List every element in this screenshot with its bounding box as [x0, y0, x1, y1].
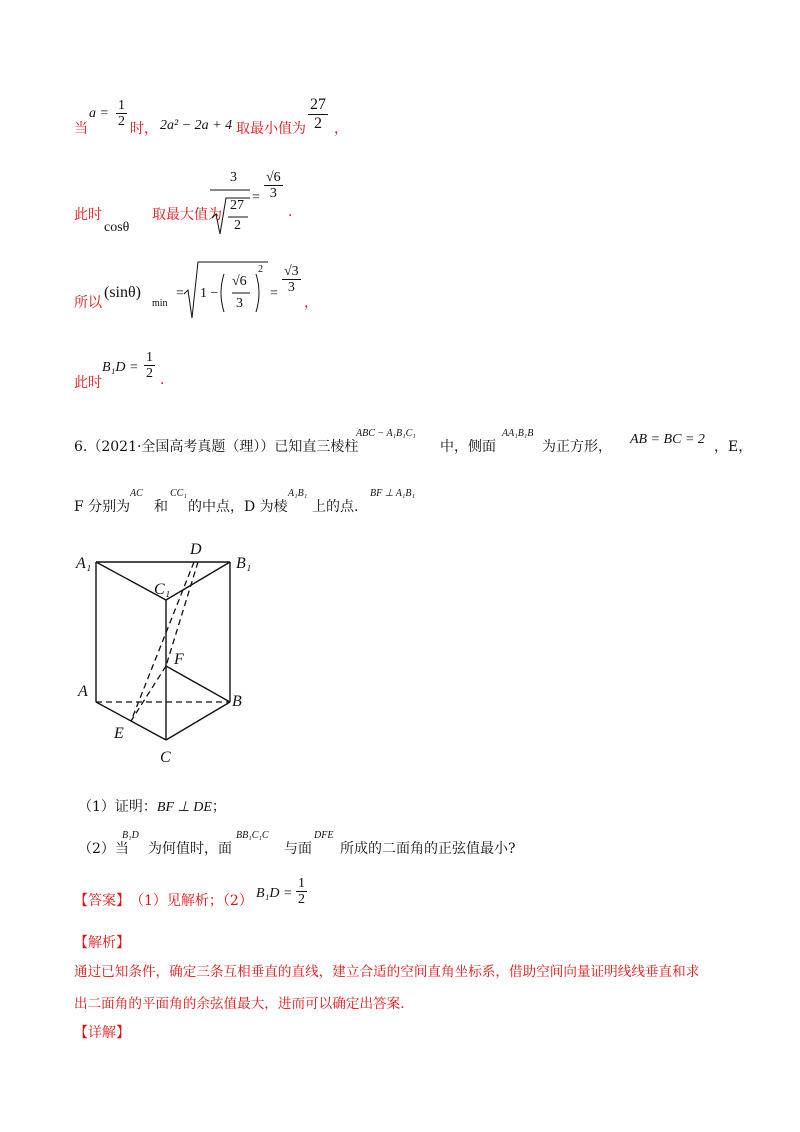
answer-label: 【答案】: [74, 893, 130, 909]
l3-eq: =: [176, 286, 184, 301]
label-b1: B₁: [236, 555, 252, 572]
prism-figure: [70, 536, 270, 776]
l1-expr: 2a² − 2a + 4: [160, 118, 233, 133]
label-d: D: [190, 541, 202, 558]
answer-text: （1）见解析；（2）: [130, 893, 253, 909]
l1-mid: 时，: [130, 121, 158, 137]
l3-res-num: √3: [284, 264, 299, 279]
l2-res-den: 3: [269, 186, 277, 202]
l3-one-minus: 1 −: [200, 286, 219, 301]
ac-seg: AC: [130, 488, 143, 499]
l2-prefix: 此时: [74, 207, 102, 223]
ab-eq: AB = BC = 2: [630, 432, 705, 447]
label-a: A: [78, 683, 88, 700]
l4-b1d: B₁D =: [102, 360, 139, 375]
answer-frac: [296, 876, 307, 908]
q2-dfe: DFE: [314, 830, 334, 841]
l2-inner-num: 27: [230, 198, 244, 213]
l3-radical: [180, 258, 270, 322]
l3-in-den: 3: [236, 296, 243, 311]
prism-name: ABC − A₁B₁C₁: [356, 428, 416, 439]
l1-suffix: 取最小值为: [236, 121, 306, 137]
label-b: B: [232, 693, 242, 710]
a1b1-seg: A₁B₁: [288, 488, 308, 499]
q2-t1: 为何值时，面: [148, 841, 232, 857]
l2-inner-den: 2: [234, 218, 241, 233]
l2-eq: =: [252, 190, 260, 205]
analysis-line-1: 通过已知条件，确定三条互相垂直的直线，建立合适的空间直角坐标系，借助空间向量证明线线垂直和求: [74, 964, 700, 980]
label-c1: C₁: [154, 581, 171, 598]
q2-b1d: B₁D: [122, 830, 139, 841]
l3-res-den: 3: [287, 280, 295, 296]
l1-val-den: 2: [314, 114, 322, 132]
answer-b1d: B₁D =: [256, 886, 293, 901]
l4-den: 2: [146, 366, 153, 382]
l3-result: [282, 264, 301, 296]
q2-t2: 与面: [284, 841, 312, 857]
q1-end: ；: [211, 799, 226, 815]
l2-result: [264, 170, 283, 202]
l4-prefix: 此时: [74, 375, 102, 391]
label-c: C: [160, 749, 171, 766]
q1-prefix: （1）证明：: [78, 799, 157, 815]
cc1-seg: CC₁: [170, 488, 187, 499]
l2-res-num: √6: [266, 170, 281, 185]
detail-label: 【详解】: [74, 1025, 130, 1041]
question-1: [78, 796, 226, 816]
edge-c1b1: [166, 562, 230, 600]
label-a1: A₁: [76, 555, 92, 572]
l1-half: [116, 98, 127, 130]
problem-t1: 中，侧面: [440, 439, 496, 455]
q2-prefix: （2）当: [78, 841, 129, 857]
l4-end: .: [160, 372, 165, 388]
l3-prefix: 所以: [74, 295, 102, 311]
label-e: E: [114, 725, 124, 742]
problem-t2: 为正方形，: [542, 439, 612, 455]
answer-den: 2: [298, 892, 305, 908]
l2-end: .: [288, 204, 293, 220]
edge-fb: [166, 666, 230, 702]
l3-sq: 2: [258, 264, 263, 275]
label-f: F: [174, 651, 184, 668]
l2-rad-top: 3: [230, 170, 237, 185]
l3-in-num: √6: [232, 274, 247, 289]
l1-a-eq: a =: [89, 106, 109, 121]
problem-and: 和: [154, 499, 168, 515]
l4-frac: [144, 350, 155, 382]
l3-sub: min: [152, 298, 168, 309]
l3-end: ，: [304, 295, 318, 311]
edge-cb: [166, 702, 230, 740]
analysis-line-2: 出二面角的平面角的余弦值最大，进而可以确定出答案.: [74, 996, 405, 1012]
l4-num: 1: [146, 350, 153, 365]
l1-half-den: 2: [118, 114, 125, 130]
l1-value: [308, 96, 328, 132]
l3-sin: (sinθ): [104, 284, 141, 301]
l2-mid: 取最大值为: [152, 207, 222, 223]
l1-end: ，: [334, 121, 348, 137]
l1-half-num: 1: [118, 98, 125, 113]
q2-t3: 所成的二面角的正弦值最小?: [340, 841, 516, 857]
face-name: AA₁B₁B: [502, 428, 534, 439]
q2-face: BB₁C₁C: [236, 830, 269, 841]
segment-fe: [131, 666, 166, 721]
analysis-label: 【解析】: [74, 935, 130, 951]
problem-t5: 上的点.: [312, 499, 359, 515]
bf-perp: BF ⊥ A₁B₁: [370, 488, 415, 499]
answer-num: 1: [298, 876, 305, 891]
problem-line2-a: F 分别为: [74, 499, 131, 515]
problem-t4: 的中点，D 为棱: [188, 499, 288, 515]
problem-source: 6.（2021·全国高考真题（理））已知直三棱柱: [74, 439, 359, 455]
l1-val-num: 27: [310, 96, 326, 113]
l3-eq2: =: [270, 286, 278, 301]
l2-cos: cosθ: [104, 220, 130, 235]
q1-math: BF ⊥ DE: [156, 800, 212, 815]
problem-t3: ，E，: [714, 439, 753, 455]
l1-prefix: 当: [74, 121, 88, 137]
